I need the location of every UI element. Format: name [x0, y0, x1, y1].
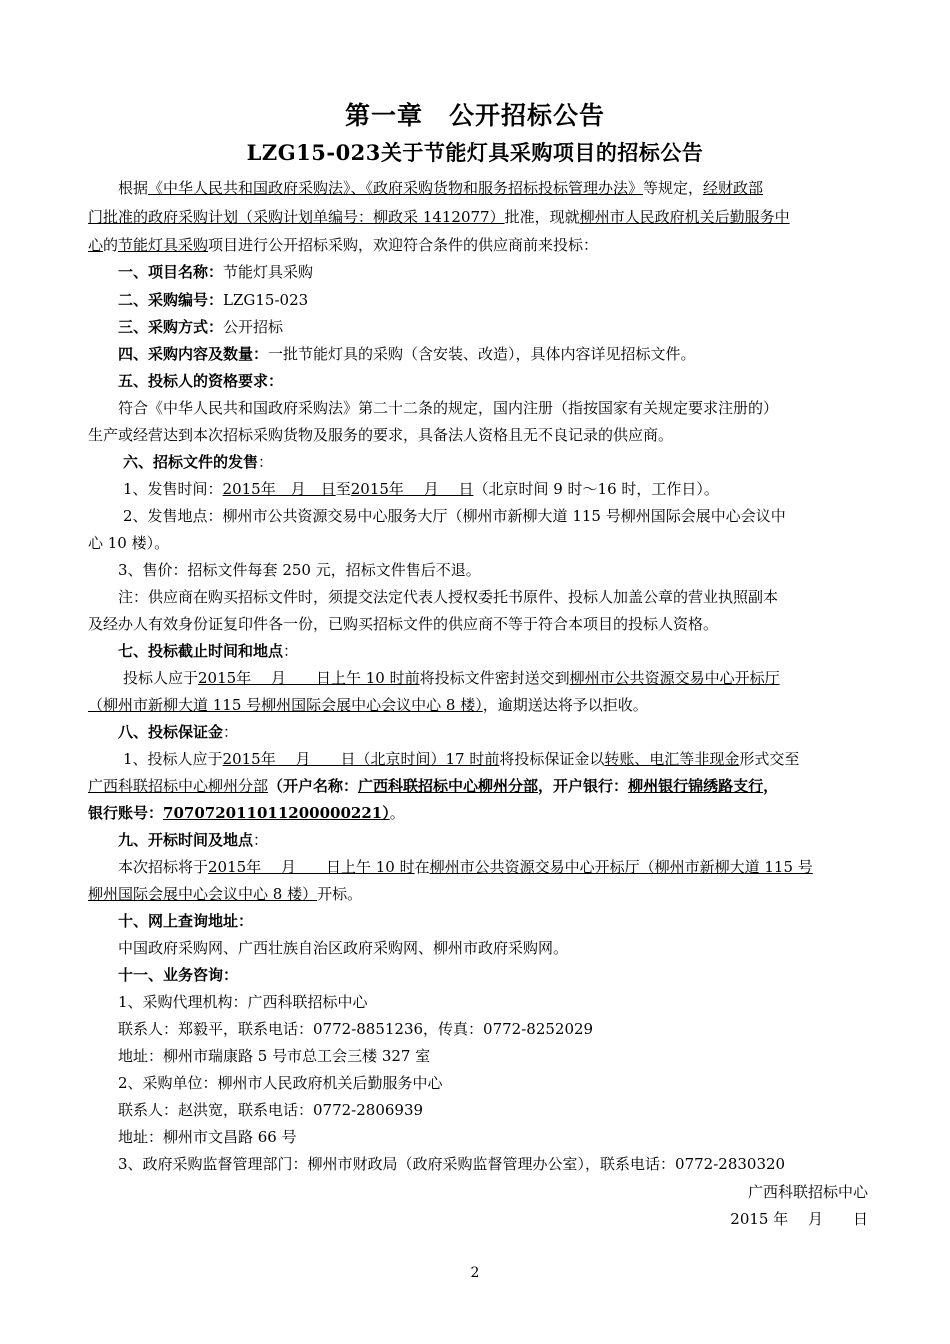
section-online-heading	[88, 911, 898, 931]
supervision-dept: 3、政府采购监督管理部门：柳州市财政局（政府采购监督管理办公室），联系电话：0772-2830320	[118, 1155, 786, 1173]
deposit-line-3	[88, 803, 868, 823]
intro-line-1	[88, 178, 898, 198]
section-colon: ：	[253, 831, 269, 849]
opening-line-1	[88, 857, 898, 877]
deposit-line-2	[88, 776, 868, 796]
section-label: 十、网上查询地址：	[118, 912, 254, 930]
opening-text: 开标。	[317, 885, 363, 903]
note-line-2: 及经办人有效身份证复印件各一份，已购买招标文件的供应商不等于符合本项目的投标人资格。	[88, 615, 719, 633]
intro-line-3	[88, 235, 868, 255]
sale-location-line-2: 心 10 楼）。	[88, 534, 170, 552]
intro-text: 等规定，	[643, 179, 704, 197]
deadline-venue: 柳州市公共资源交易中心开标厅	[569, 669, 780, 687]
project-name-ref: 节能灯具采购	[118, 236, 209, 254]
signature-org: 广西科联招标中心	[747, 1183, 868, 1201]
intro-text: 项目进行公开招标采购，欢迎符合条件的供应商前来投标：	[208, 236, 599, 254]
agency-name: 1、采购代理机构：广西科联招标中心	[118, 993, 368, 1011]
deposit-recipient: 广西科联招标中心柳州分部	[88, 777, 269, 795]
opening-text: 在	[414, 858, 430, 876]
purchaser-name-end: 心	[88, 236, 104, 254]
note-line-1: 注：供应商在购买招标文件时，须提交法定代表人授权委托书原件、投标人加盖公章的营业执照副本	[118, 588, 779, 606]
deposit-text: 将投标保证金以	[499, 750, 605, 768]
section-label: 二、采购编号：	[118, 291, 224, 309]
deadline-text: 将投标文件密封送交到	[419, 669, 570, 687]
agency-contact: 联系人：郑毅平，联系电话：0772-8851236，传真：0772-8252029	[118, 1020, 594, 1038]
section-label: 四、采购内容及数量：	[118, 345, 269, 363]
intro-text: 批准，现就	[504, 208, 580, 226]
account-name-label: （开户名称：	[268, 777, 359, 795]
section-value: 一批节能灯具的采购（含安装、改造），具体内容详见招标文件。	[268, 345, 696, 363]
account-number: 707072011011200000221）	[163, 804, 390, 822]
procurement-plan: 门批准的政府采购计划（采购计划单编号：柳政采 1412077）	[88, 208, 505, 226]
sale-time-text: （北京时间 9 时～16 时，工作日）。	[473, 480, 719, 498]
section-consult-heading	[88, 965, 898, 985]
deadline-address: （柳州市新柳大道 115 号柳州国际会展中心会议中心 8 楼）	[88, 696, 483, 714]
bank-name: 柳州银行锦绣路支行	[628, 777, 764, 795]
purchaser-unit: 2、采购单位：柳州市人民政府机关后勤服务中心	[118, 1074, 443, 1092]
deadline-line-1	[88, 668, 903, 688]
intro-text: 根据	[118, 179, 149, 197]
section-procurement-no	[88, 290, 898, 310]
purchaser-name: 柳州市人民政府机关后勤服务中	[579, 208, 790, 226]
opening-venue: 柳州市公共资源交易中心开标厅（柳州市新柳大道 115 号	[429, 858, 813, 876]
sale-start-date: 2015年 月 日	[222, 480, 336, 498]
purchaser-contact: 联系人：赵洪宽，联系电话：0772-2806939	[118, 1101, 424, 1119]
section-label: 一、项目名称：	[118, 263, 224, 281]
section-label: 三、采购方式：	[118, 318, 224, 336]
punctuation: 。	[389, 804, 405, 822]
qualification-line-1: 符合《中华人民共和国政府采购法》第二十二条的规定，国内注册（指按国家有关规定要求注册的）	[118, 399, 779, 417]
intro-text: 的	[103, 236, 119, 254]
page-number: 2	[470, 1265, 480, 1281]
opening-text: 本次招标将于	[118, 858, 209, 876]
section-value: 节能灯具采购	[223, 263, 314, 281]
opening-date: 2015年 月 日上午 10 时	[208, 858, 415, 876]
sale-time-label: 1、发售时间：	[123, 480, 223, 498]
section-project-name	[88, 262, 898, 282]
opening-address: 柳州国际会展中心会议中心 8 楼）	[88, 885, 318, 903]
agency-address: 地址：柳州市瑞康路 5 号市总工会三楼 327 室	[118, 1047, 431, 1065]
online-sites: 中国政府采购网、广西壮族自治区政府采购网、柳州市政府采购网。	[118, 939, 569, 957]
section-deposit-heading	[88, 722, 898, 742]
section-label: 十一、业务咨询：	[118, 966, 239, 984]
deadline-date: 2015年 月 日上午 10 时前	[198, 669, 420, 687]
announcement-title: LZG15-023关于节能灯具采购项目的招标公告	[246, 140, 704, 165]
bank-label: ，开户银行：	[538, 777, 629, 795]
sale-time-text: 至	[335, 480, 351, 498]
section-qualification-heading	[88, 371, 898, 391]
section-label: 九、开标时间及地点	[118, 831, 254, 849]
sale-end-date: 2015年 月 日	[350, 480, 474, 498]
qualification-line-2: 生产或经营达到本次招标采购货物及服务的要求，具备法人资格且无不良记录的供应商。	[88, 426, 674, 444]
section-colon: ：	[283, 642, 299, 660]
sale-price: 3、售价：招标文件每套 250 元，招标文件售后不退。	[118, 561, 481, 579]
section-value: 公开招标	[223, 318, 284, 336]
deposit-text: 形式交至	[739, 750, 800, 768]
deposit-deadline: 2015年 月 日（北京时间）17 时前	[222, 750, 500, 768]
account-name: 广西科联招标中心柳州分部	[358, 777, 539, 795]
section-content	[88, 344, 898, 364]
signature-date: 2015 年 月 日	[730, 1210, 868, 1228]
deposit-text: 1、投标人应于	[123, 750, 223, 768]
section-value: LZG15-023	[223, 291, 309, 309]
deadline-text: 投标人应于	[123, 669, 199, 687]
section-colon: ：	[223, 723, 239, 741]
sale-time	[88, 479, 903, 499]
deposit-method: 转账、电汇等非现金	[604, 750, 740, 768]
deposit-line-1	[88, 749, 903, 769]
section-label: 五、投标人的资格要求：	[118, 372, 284, 390]
section-colon: ：	[258, 453, 274, 471]
sale-location-line-1: 2、发售地点：柳州市公共资源交易中心服务大厅（柳州市新柳大道 115 号柳州国际会展中心会议中	[123, 507, 786, 525]
opening-line-2	[88, 884, 868, 904]
section-label: 八、投标保证金	[118, 723, 224, 741]
section-deadline-heading	[88, 641, 898, 661]
section-sale-heading	[88, 452, 903, 472]
section-label: 七、投标截止时间和地点	[118, 642, 284, 660]
chapter-title: 第一章 公开招标公告	[344, 101, 605, 130]
purchaser-address: 地址：柳州市文昌路 66 号	[118, 1128, 297, 1146]
deadline-text: ，逾期送达将予以拒收。	[482, 696, 648, 714]
deadline-line-2	[88, 695, 868, 715]
intro-text: 经财政部	[703, 179, 764, 197]
section-opening-heading	[88, 830, 898, 850]
intro-line-2	[88, 207, 868, 227]
account-number-label: 银行账号：	[88, 804, 164, 822]
section-procurement-method	[88, 317, 898, 337]
section-label: 六、招标文件的发售	[123, 453, 259, 471]
law-reference: 《中华人民共和国政府采购法》、《政府采购货物和服务招标投标管理办法》	[148, 179, 644, 197]
punctuation: ，	[763, 777, 779, 795]
